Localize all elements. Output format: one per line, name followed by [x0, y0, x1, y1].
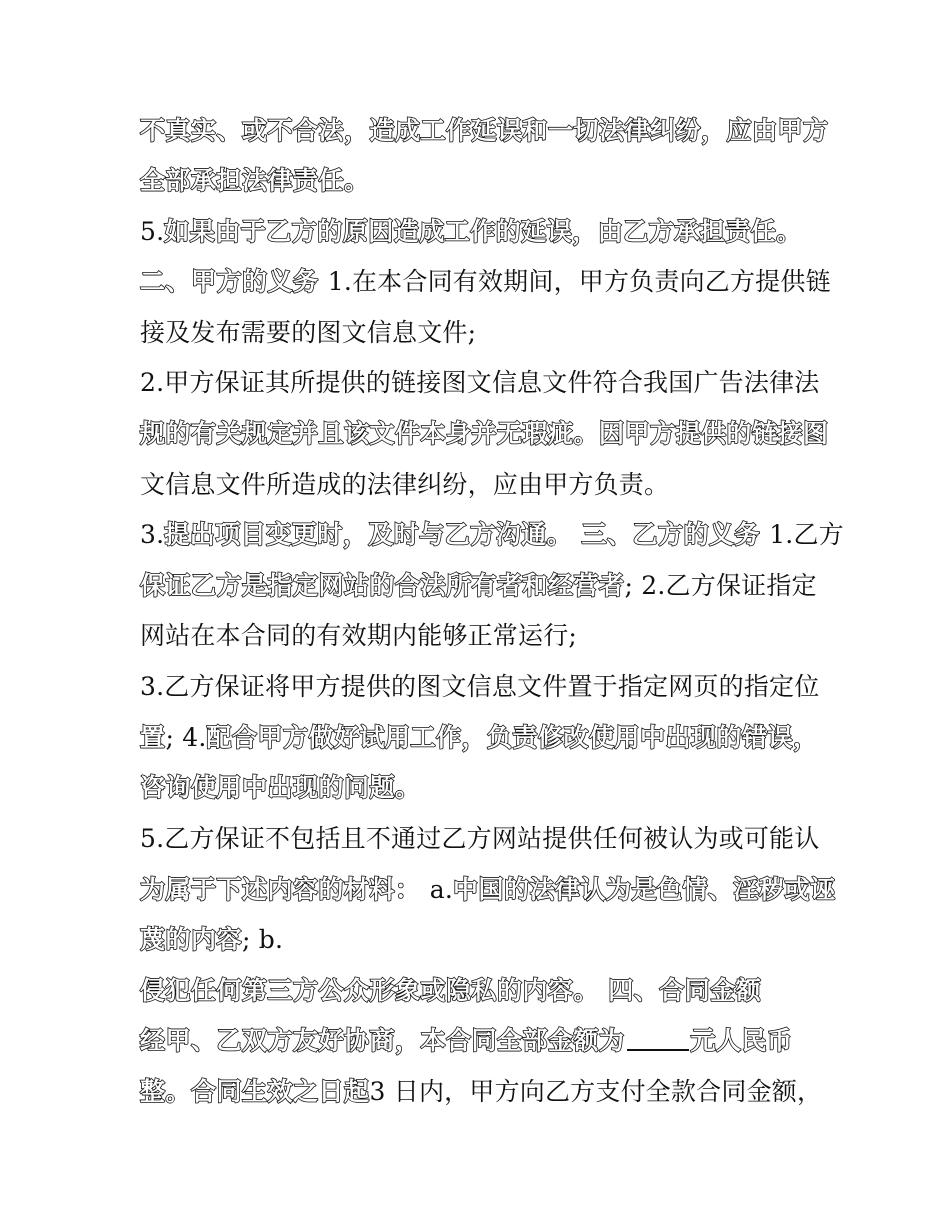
stylized-text-segment: 二、甲方的义务 — [140, 267, 328, 296]
stylized-text-segment: 全部承担法律责任。 — [140, 166, 370, 195]
text-line — [140, 469, 669, 501]
blank-amount-field — [627, 1027, 689, 1051]
text-line — [140, 772, 421, 804]
stylized-text-segment: 经甲、乙双方友好协商，本合同全部金额为 — [140, 1026, 625, 1055]
stylized-text-segment: 侵犯任何第三方公众形象或隐私的内容。 四、合同金额 — [140, 976, 762, 1005]
text-segment: 文信息文件所造成的法律纠纷，应由甲方负责。 — [140, 470, 670, 499]
text-segment: 3.乙方保证将甲方提供的图文信息文件置于指定网页的指定位 — [140, 672, 820, 701]
text-line — [140, 570, 817, 602]
text-segment: ; b. — [242, 925, 284, 954]
text-line — [140, 519, 844, 551]
stylized-text-segment: 咨询使用中出现的问题。 — [140, 773, 421, 802]
stylized-text-segment: 置 — [140, 723, 166, 752]
text-line — [140, 367, 819, 399]
text-line — [140, 620, 577, 652]
text-line — [140, 216, 802, 248]
text-line — [140, 418, 829, 450]
text-line — [140, 266, 831, 298]
stylized-text-segment: 配合甲方做好试用工作，负责修改使用中出现的错误， — [206, 723, 819, 752]
stylized-text-segment: 蔑的内容 — [140, 925, 243, 954]
text-segment: 网站在本合同的有效期内能够正常运行; — [140, 621, 578, 650]
text-line — [140, 115, 829, 147]
text-line — [140, 671, 819, 703]
stylized-text-segment: 元人民币 — [690, 1026, 793, 1055]
text-line — [140, 1076, 822, 1108]
stylized-text-segment: 提出项目变更时，及时与乙方沟通。 三、乙方的义务 — [164, 520, 770, 549]
stylized-text-segment: 保证乙方是指定网站的合法所有者和经营者 — [140, 571, 625, 600]
stylized-text-segment: 中国的法律认为是色情、淫秽或诬 — [452, 875, 836, 904]
text-line — [140, 317, 476, 349]
text-segment: 1.在本合同有效期间，甲方负责向乙方提供链 — [327, 267, 831, 296]
stylized-text-segment: 如果由于乙方的原因造成工作的延误，由乙方承担责任。 — [164, 217, 802, 246]
text-segment: 3. — [140, 520, 165, 549]
text-line — [140, 1025, 793, 1057]
text-segment: 3 日内，甲方向乙方支付全款合同金额， — [369, 1077, 823, 1106]
text-segment: 1.乙方 — [769, 520, 844, 549]
text-segment: 5. — [140, 217, 165, 246]
text-segment: a. — [429, 875, 453, 904]
stylized-text-segment: 规的有关规定并且该文件本身并无瑕疵。因甲方提供的链接图 — [140, 419, 829, 448]
text-line — [140, 823, 819, 855]
text-segment: 5.乙方保证不包括且不通过乙方网站提供任何被认为或可能认 — [140, 824, 820, 853]
stylized-text-segment: 为属于下述内容的材料： — [140, 875, 430, 904]
stylized-text-segment: 整。合同生效之日起 — [140, 1077, 370, 1106]
text-line — [140, 165, 370, 197]
text-segment: ; 4. — [165, 723, 207, 752]
text-line — [140, 874, 836, 906]
text-segment: 2.甲方保证其所提供的链接图文信息文件符合我国广告法律法 — [140, 368, 820, 397]
text-segment: 接及发布需要的图文信息文件; — [140, 318, 477, 347]
text-line — [140, 975, 761, 1007]
text-line — [140, 722, 819, 754]
text-segment: ; 2.乙方保证指定 — [624, 571, 817, 600]
stylized-text-segment: 不真实、或不合法，造成工作延误和一切法律纠纷，应由甲方 — [140, 116, 829, 145]
text-line — [140, 924, 283, 956]
